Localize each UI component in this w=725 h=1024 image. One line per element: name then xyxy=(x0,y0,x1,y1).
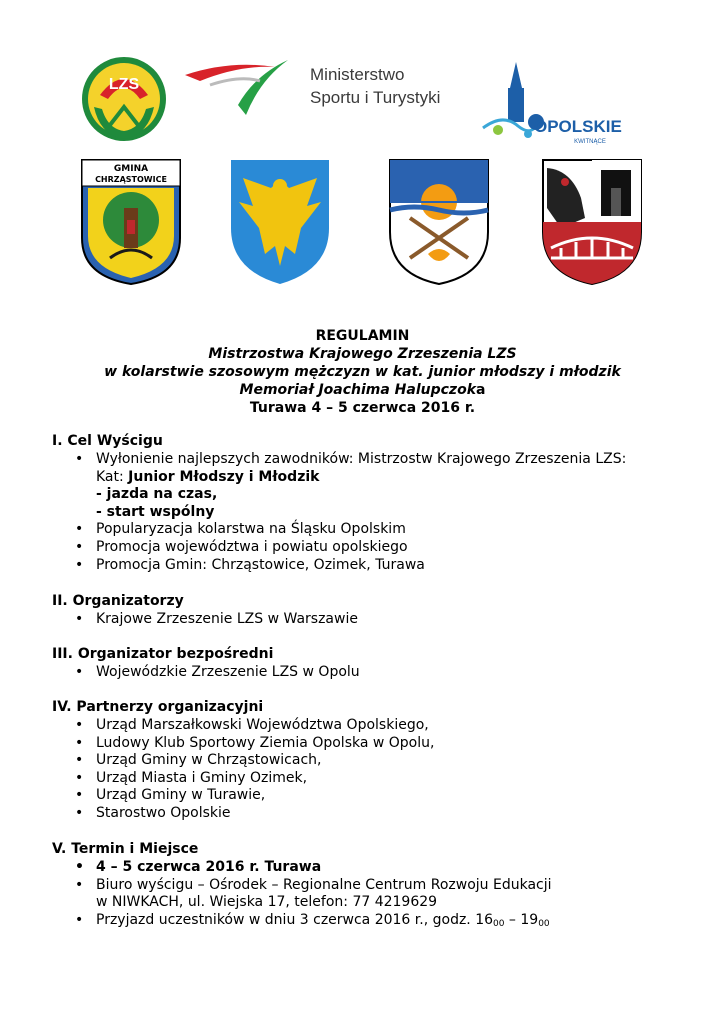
section-heading-direct-organizer: III. Organizator bezpośredni xyxy=(52,646,274,662)
list-item: • Urząd Miasta i Gminy Ozimek, xyxy=(75,770,434,788)
title-championship: Mistrzostwa Krajowego Zrzeszenia LZS xyxy=(208,346,517,362)
list-item: • Starostwo Opolskie xyxy=(75,805,434,823)
lzs-logo xyxy=(80,55,168,143)
ministry-name xyxy=(310,63,440,109)
list-item: • Ludowy Klub Sportowy Ziemia Opolska w Opolu, xyxy=(75,735,434,753)
list-item: • Promocja Gmin: Chrząstowice, Ozimek, Turawa xyxy=(75,557,626,575)
document-title xyxy=(0,327,725,417)
opolskie-logo xyxy=(478,58,638,148)
title-memorial: Memoriał Joachima Halupczoka xyxy=(239,382,486,398)
ozimek-crest xyxy=(541,158,643,286)
ministry-line2: Sportu i Turystyki xyxy=(310,88,441,107)
direct-organizer-list xyxy=(75,664,360,682)
section-heading-goal: I. Cel Wyścigu xyxy=(52,433,163,449)
title-date-place: Turawa 4 – 5 czerwca 2016 r. xyxy=(249,400,476,416)
organizers-list xyxy=(75,611,358,629)
list-item: • Biuro wyścigu – Ośrodek – Regionalne Centrum Rozwoju Edukacji w NIWKACH, ul. Wiejska 17, telefon: 77 4219629 xyxy=(75,877,552,912)
gmina-chrzastowice-crest xyxy=(80,158,182,286)
list-item: • Urząd Marszałkowski Województwa Opolskiego, xyxy=(75,717,434,735)
title-category: w kolarstwie szosowym mężczyzn w kat. junior młodszy i młodzik xyxy=(104,364,621,380)
list-item: • Przyjazd uczestników w dniu 3 czerwca 2016 r., godz. $16_{00} - 19_{00}$ xyxy=(75,912,552,932)
date-place-list xyxy=(75,859,552,931)
section-heading-partners: IV. Partnerzy organizacyjni xyxy=(52,699,264,715)
svg-text:GMINA: GMINA xyxy=(113,164,149,174)
opolskie-eagle-crest xyxy=(229,158,331,286)
list-item: • Krajowe Zrzeszenie LZS w Warszawie xyxy=(75,611,358,629)
ministry-line1: Ministerstwo xyxy=(310,65,405,84)
list-item: • 4 – 5 czerwca 2016 r. Turawa xyxy=(75,859,552,877)
title-regulamin: REGULAMIN xyxy=(315,328,410,344)
ministry-logo xyxy=(180,55,290,125)
section-heading-organizers: II. Organizatorzy xyxy=(52,593,184,609)
svg-text:CHRZĄSTOWICE: CHRZĄSTOWICE xyxy=(95,175,167,184)
list-item: • Urząd Gminy w Chrząstowicach, xyxy=(75,752,434,770)
list-item: • Wyłonienie najlepszych zawodników: Mistrzostw Krajowego Zrzeszenia LZS: Kat: Junior Młodszy i Młodzik - jazda na czas, - start wspólny xyxy=(75,451,626,521)
svg-text:KWITNĄCE: KWITNĄCE xyxy=(574,139,606,145)
list-item: • Urząd Gminy w Turawie, xyxy=(75,787,434,805)
svg-text:OPOLSKIE: OPOLSKIE xyxy=(534,117,622,136)
partners-list xyxy=(75,717,434,823)
list-item: • Wojewódzkie Zrzeszenie LZS w Opolu xyxy=(75,664,360,682)
list-item: • Promocja województwa i powiatu opolskiego xyxy=(75,539,626,557)
section-heading-date-place: V. Termin i Miejsce xyxy=(52,841,199,857)
turawa-crest xyxy=(388,158,490,286)
goal-list xyxy=(75,451,626,574)
svg-text:LZS: LZS xyxy=(108,76,140,93)
list-item: • Popularyzacja kolarstwa na Śląsku Opolskim xyxy=(75,521,626,539)
